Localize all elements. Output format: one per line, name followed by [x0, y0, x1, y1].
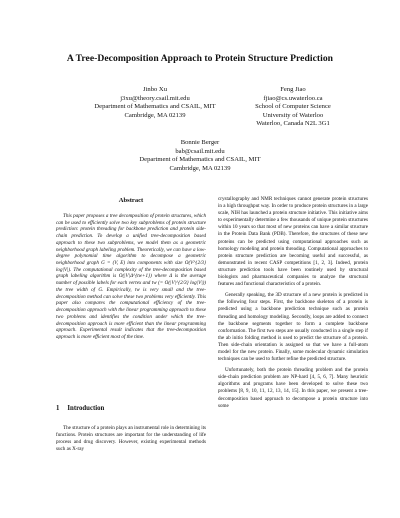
- author-address: Cambridge, MA 02139: [169, 164, 231, 172]
- author-affiliation: Department of Mathematics and CSAIL, MIT: [139, 156, 261, 164]
- author-block-2: [218, 86, 368, 129]
- author-email: bab@csail.mit.edu: [175, 147, 225, 155]
- abstract-heading: Abstract: [118, 197, 144, 204]
- body-paragraph: Unfortunately, both the protein threading problem and the protein side-chain prediction problem are NP-hard [4, 5, 6, 7]. Many heuristic algorithms and programs have been developed to solve these two problems [8, 9, 10, 11, 12, 13, 14, 15]. In this paper, we present a tree-decomposition based approach to decompose a protein structure into some: [218, 367, 368, 409]
- author-name: Bonnie Berger: [180, 139, 220, 146]
- author-affiliation: School of Computer Science: [255, 103, 331, 111]
- author-address: Cambridge, MA 02139: [124, 111, 186, 119]
- intro-paragraph: The structure of a protein plays an instrumental role in determining its functions. Protein structures are important for the understanding of life process and drug discovery. However, existing experimental methods such as X-ray: [56, 425, 207, 453]
- section-number: 1: [56, 405, 60, 412]
- abstract-text: [56, 213, 206, 341]
- author-affiliation: Department of Mathematics and CSAIL, MIT: [94, 103, 216, 111]
- body-paragraph: crystallography and NMR techniques cannot generate protein structures in a high throughput way. In order to produce protein structures in a large scale, NIH has launched a protein structure initiative. This initiative aims to experimentally determine a few thousands of unique protein structures within 10 years so that most of new proteins can have a similar structure in the Protein Data Bank (PDB). Therefore, the structures of these new proteins can be predicted using computational approaches such as homology modeling and protein threading. Computational approaches to protein structure prediction are becoming useful and successful, as demonstrated in recent CASP competitions [1, 2, 3]. Indeed, protein structure prediction tools have been routinely used by structural biologists and pharmaceutical companies to analyze the structural features and functional characteristics of a protein.: [218, 196, 368, 288]
- abstract-paragraph: This paper proposes a tree decomposition of protein structures, which can be used to efficiently solve two key subproblems of protein structure prediction: protein threading for backbone prediction and protein side-chain prediction. To develop a unified tree-decomposition based approach to these two subproblems, we model them as a geometric neighborhood graph labeling problem. Theoretically, we can have a low-degree polynomial time algorithm to decompose a geometric neighborhood graph G = (V, E) into components with size O(V^{2/3} log|V|). The computational complexity of the tree-decomposition based graph labeling algorithm is O(|V|Δ^{tw+1}) where Δ is the average number of possible labels for each vertex and tw (= O(|V|^{2/3} log|V|)) the tree width of G. Empirically, tw is very small and the tree-decomposition method can solve these two problems very efficiently. This paper also compares the computational efficiency of the tree-decomposition approach with the linear programming approach to these two problems and identifies the condition under which the tree-decomposition approach is more efficient than the linear programming approach. Experimental result indicates that the tree-decomposition approach is more efficient most of the time.: [56, 213, 206, 340]
- author-name: Jinbo Xu: [143, 86, 167, 93]
- right-column-text: [218, 196, 368, 414]
- author-block-1: [80, 86, 230, 120]
- author-email: fjiao@cs.uwaterloo.ca: [263, 94, 323, 102]
- author-email: j3xu@theory.csail.mit.edu: [120, 94, 190, 102]
- body-paragraph: Generally speaking, the 3D structure of a new protein is predicted in the following four steps. First, the backbone skeleton of a protein is predicted using a backbone prediction technique such as protein threading and homology modeling. Secondly, loops are added to connect the backbone segments together to form a complete backbone conformation. The first two steps are usually conducted in a single step if the ab initio folding method is used to predict the structure of a protein. Then side-chain orientation is assigned so that we have a full-atom model for the new protein. Finally, some molecular dynamic simulation techniques can be used to further refine the predicted structure.: [218, 292, 368, 363]
- author-address: Waterloo, Canada N2L 3G1: [256, 120, 330, 128]
- paper-title: A Tree-Decomposition Approach to Protein Structure Prediction: [66, 53, 334, 64]
- introduction-text: [56, 425, 206, 453]
- author-name: Feng Jiao: [280, 86, 306, 93]
- author-block-3: [125, 139, 275, 173]
- section-title: Introduction: [67, 405, 105, 412]
- section-heading-introduction: [56, 405, 206, 412]
- author-affiliation-2: University of Waterloo: [262, 111, 324, 119]
